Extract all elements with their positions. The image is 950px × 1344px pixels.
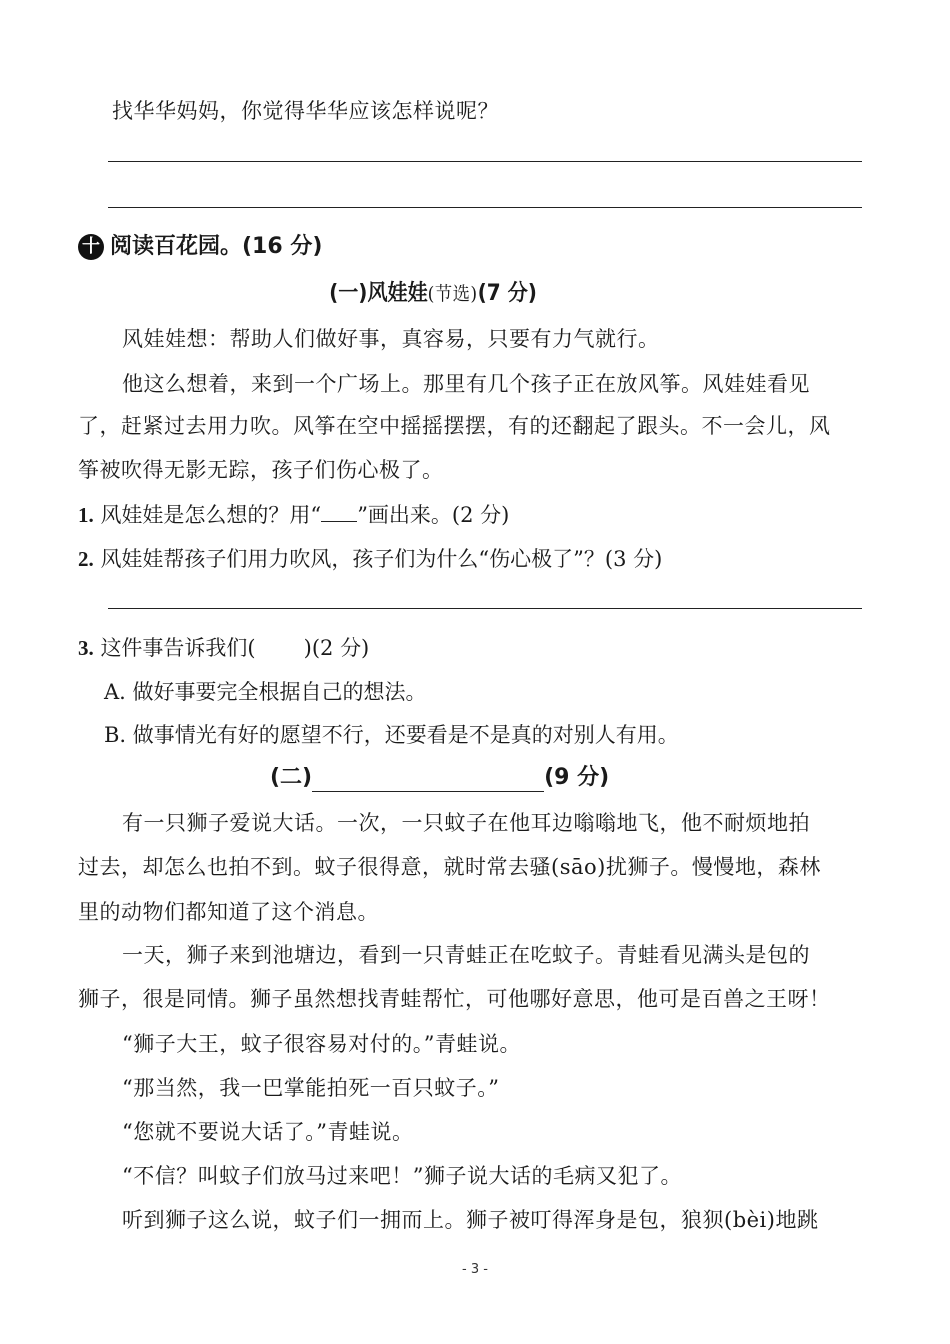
part2-title-prefix: (二) — [270, 765, 313, 790]
part2-paragraph: 听到狮子这么说，蚊子们一拥而上。狮子被叮得浑身是包，狼狈(bèi)地跳 — [122, 1208, 819, 1232]
question-2-number: 2. — [78, 547, 94, 571]
option-b[interactable]: B. 做事情光有好的愿望不行，还要看是不是真的对别人有用。 — [104, 723, 679, 747]
part2-paragraph: “那当然，我一巴掌能拍死一百只蚊子。” — [122, 1076, 500, 1100]
question-3 — [78, 634, 369, 662]
question-2-text: 风娃娃帮孩子们用力吹风，孩子们为什么“伤心极了”？(3 分) — [100, 547, 663, 571]
part1-paragraph: 筝被吹得无影无踪，孩子们伤心极了。 — [78, 458, 444, 482]
part1-paragraph: 他这么想着，来到一个广场上。那里有几个孩子正在放风筝。风娃娃看见 — [122, 372, 810, 396]
underline-mark — [321, 503, 357, 522]
part2-title-score: (9 分) — [544, 765, 610, 790]
answer-line-q2[interactable] — [108, 608, 862, 609]
question-1-text-a: 风娃娃是怎么想的？用“ — [100, 503, 322, 527]
question-3-text-b: )(2 分) — [303, 636, 370, 660]
question-1 — [78, 501, 509, 529]
part1-paragraph: 了，赶紧过去用力吹。风筝在空中摇摇摆摆，有的还翻起了跟头。不一会儿，风 — [78, 414, 831, 438]
part2-paragraph: 一天，狮子来到池塘边，看到一只青蛙正在吃蚊子。青蛙看见满头是包的 — [122, 943, 810, 967]
part2-paragraph: “狮子大王，蚊子很容易对付的。”青蛙说。 — [122, 1032, 521, 1056]
part2-title — [270, 764, 609, 792]
answer-line-1[interactable] — [108, 161, 862, 162]
part2-paragraph: “不信？叫蚊子们放马过来吧！”狮子说大话的毛病又犯了。 — [122, 1164, 682, 1188]
part1-title-note: (节选) — [427, 283, 478, 305]
part2-paragraph: 有一只狮子爱说大话。一次，一只蚊子在他耳边嗡嗡地飞，他不耐烦地拍 — [122, 811, 810, 835]
question-2 — [78, 545, 662, 573]
continuation-text: 找华华妈妈，你觉得华华应该怎样说呢？ — [112, 99, 499, 123]
answer-line-2[interactable] — [108, 207, 862, 208]
question-1-number: 1. — [78, 503, 94, 527]
section-header — [78, 233, 322, 261]
part2-paragraph: “您就不要说大话了。”青蛙说。 — [122, 1120, 414, 1144]
part1-title-prefix: (一)风娃娃 — [329, 281, 428, 306]
page-number: - 3 - — [462, 1262, 488, 1277]
part2-paragraph: 里的动物们都知道了这个消息。 — [78, 900, 379, 924]
section-title: 阅读百花园。(16 分) — [110, 234, 323, 259]
part2-paragraph: 过去，却怎么也拍不到。蚊子很得意，就时常去骚(sāo)扰狮子。慢慢地，森林 — [78, 855, 821, 879]
question-1-text-b: ”画出来。(2 分) — [357, 503, 510, 527]
question-3-text-a: 这件事告诉我们( — [100, 636, 256, 660]
part1-title-score: (7 分) — [477, 281, 537, 306]
section-number-badge: 十 — [78, 234, 104, 260]
title-blank-line[interactable] — [312, 769, 544, 792]
part1-paragraph: 风娃娃想：帮助人们做好事，真容易，只要有力气就行。 — [122, 327, 660, 351]
part1-title — [0, 280, 866, 308]
question-3-number: 3. — [78, 636, 94, 660]
part2-paragraph: 狮子，很是同情。狮子虽然想找青蛙帮忙，可他哪好意思，他可是百兽之王呀！ — [78, 987, 831, 1011]
option-a[interactable]: A. 做好事要完全根据自己的想法。 — [104, 680, 427, 704]
